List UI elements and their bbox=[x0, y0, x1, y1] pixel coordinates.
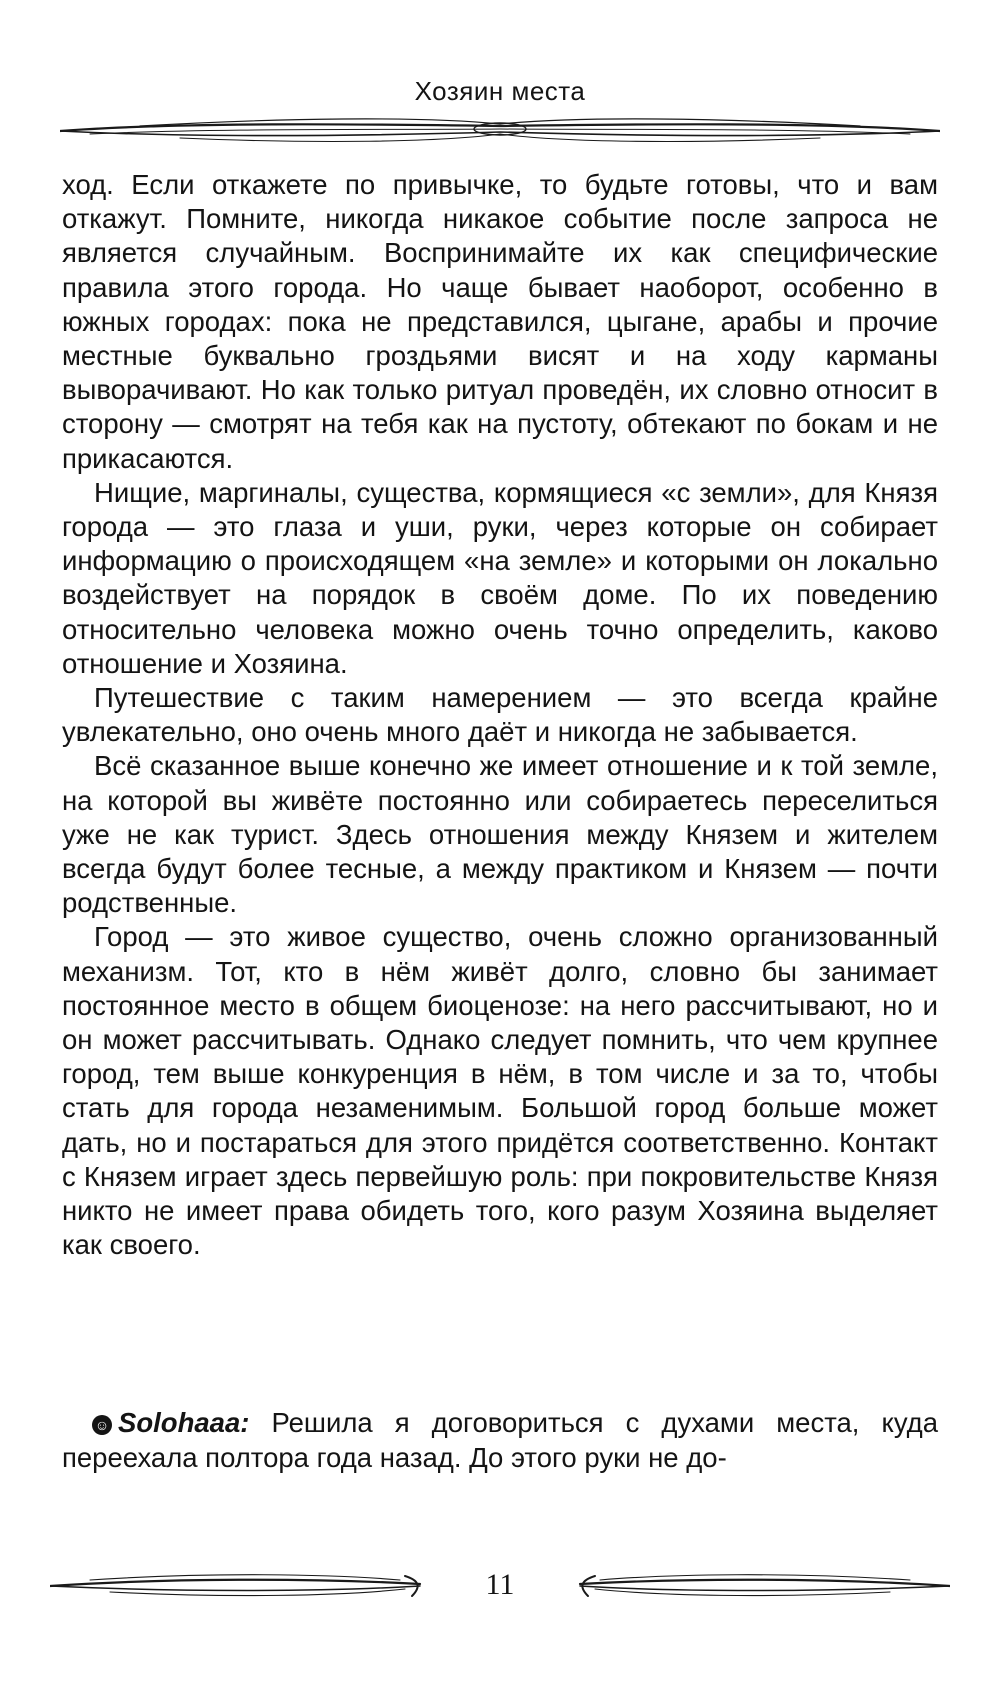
top-ornament bbox=[60, 112, 940, 148]
smiley-icon: ☺ bbox=[92, 1415, 112, 1435]
quote-text: Решила я договориться с духами места, куда переехала полтора года назад. До этого руки не до- bbox=[62, 1407, 938, 1473]
main-text bbox=[62, 168, 938, 1263]
quote-author: Solohaaa: bbox=[118, 1407, 250, 1438]
paragraph: Город — это живое существо, очень сложно организованный механизм. Тот, кто в нём живёт долго, словно бы занимает постоянное место в общем биоценозе: на него рассчитывают, но и он может рассчитывать. Однако следует помнить, что чем крупнее город, тем выше конкуренция в нём, в том числе и за то, чтобы стать для города незаменимым. Большой город больше может дать, но и постараться для этого придётся соответственно. Контакт с Князем играет здесь первейшую роль: при покровительстве Князя никто не имеет права обидеть того, кого разум Хозяина выделяет как своего. bbox=[62, 921, 938, 1261]
running-header: Хозяин места bbox=[414, 76, 586, 106]
paragraph: ход. Если откажете по привычке, то будьте готовы, что и вам откажут. Помните, никогда никакое событие после запроса не является случайным. Воспринимайте их как специфические правила этого города. Но чаще бывает наоборот, особенно в южных городах: пока не представился, цыгане, арабы и прочие местные буквально гроздьями висят и на ходу карманы выворачивают. Но как только ритуал проведён, их словно относит в сторону — смотрят на тебя как на пустоту, обтекают по бокам и не прикасаются. bbox=[62, 169, 938, 474]
page-number: 11 bbox=[485, 1568, 515, 1601]
paragraph: Путешествие с таким намерением — это всегда крайне увлекательно, оно очень много даёт и никогда не забывается. bbox=[62, 682, 938, 748]
paragraph: Нищие, маргиналы, существа, кормящиеся «с земли», для Князя города — это глаза и уши, руки, через которые он собирает информацию о происходящем «на земле» и которыми он локально воздействует на порядок в своём доме. По их поведению относительно человека можно очень точно определить, каково отношение и Хозяина. bbox=[62, 476, 938, 679]
paragraph: Всё сказанное выше конечно же имеет отношение и к той земле, на которой вы живёте постоянно или собираетесь переселиться уже не как турист. Здесь отношения между Князем и жителем всегда будут более тесные, а между практиком и Князем — почти родственные. bbox=[62, 750, 938, 919]
forum-quote bbox=[62, 1405, 938, 1475]
quote-paragraph bbox=[62, 1405, 938, 1475]
